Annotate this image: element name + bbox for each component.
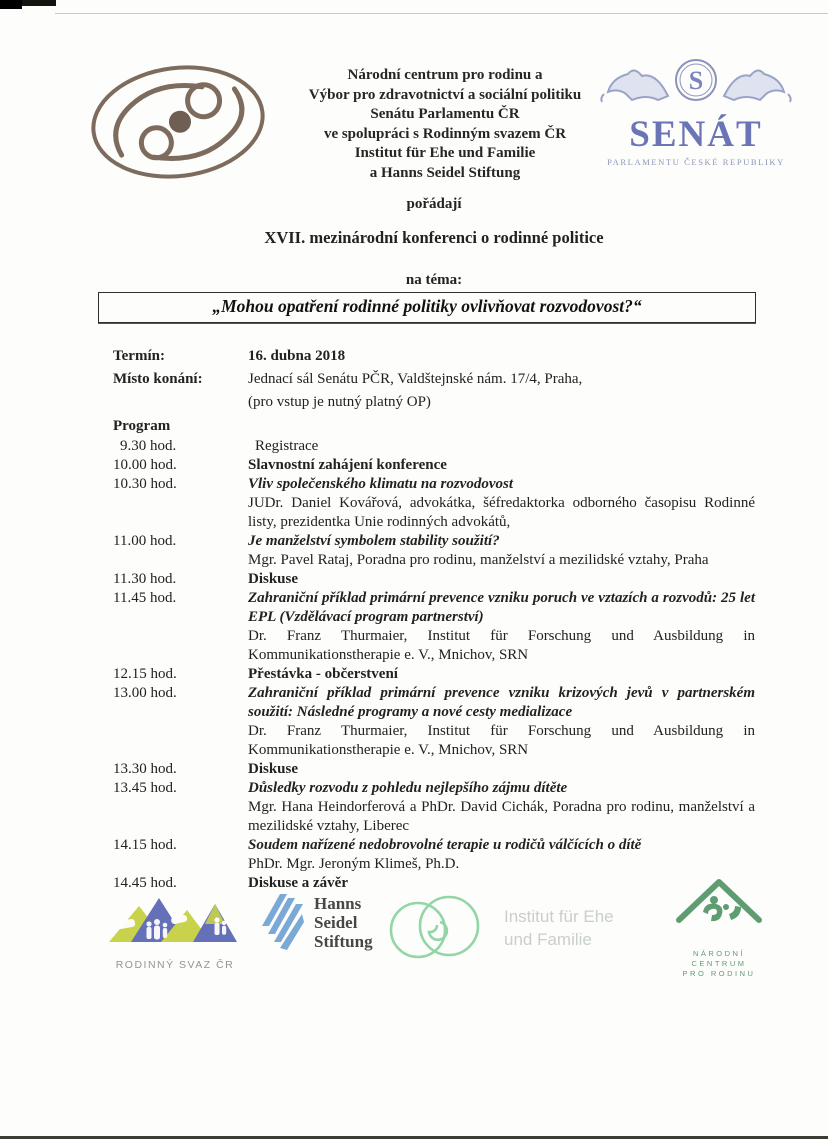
program-entry (248, 665, 755, 684)
program-speaker: PhDr. Mgr. Jeroným Klimeš, Ph.D. (248, 856, 460, 872)
institut-ehe-familie-logo (388, 880, 614, 976)
program-talk-title: Zahraniční příklad primární prevence vzniku krizových jevů v partnerském soužití: Následné programy a nové cesty medializace (248, 685, 755, 720)
organizer-line: Výbor pro zdravotnictví a sociální politiku (308, 86, 582, 103)
rodinny-svaz-label: RODINNÝ SVAZ ČR (115, 959, 235, 971)
ncpr-house-icon (667, 874, 771, 940)
program-time: 13.45 hod. (113, 780, 177, 796)
program-time: 11.45 hod. (113, 590, 177, 606)
misto-label: Místo konání: (113, 371, 203, 387)
misto-line: (pro vstup je nutný platný OP) (248, 394, 431, 410)
program-entry (255, 437, 755, 456)
program-time: 14.45 hod. (113, 875, 177, 891)
rodinny-svaz-mountains-icon (105, 894, 245, 952)
organizer-line: Senátu Parlamentu ČR (370, 106, 520, 122)
program-speaker: Mgr. Hana Heindorferová a PhDr. David Cichák, Poradna pro rodinu, manželství a mezilidské vztahy, Liberec (248, 799, 755, 834)
ehe-line: und Familie (504, 930, 592, 949)
program-time: 11.30 hod. (113, 571, 177, 587)
program-schedule (113, 437, 755, 893)
senat-lions-icon (598, 52, 794, 114)
program-row (113, 570, 755, 589)
program-entry (248, 760, 755, 779)
theme-label: na téma: (405, 272, 463, 288)
organizer-line: a Hanns Seidel Stiftung (369, 164, 521, 181)
program-entry (248, 475, 755, 532)
program-entry (248, 779, 755, 836)
misto-line: Jednací sál Senátu PČR, Valdštejnské nám. 17/4, Praha, (248, 371, 583, 387)
program-speaker: Dr. Franz Thurmaier, Institut für Forschung und Ausbildung in Kommunikationstherapie e. V., Mnichov, SRN (248, 628, 755, 663)
organizer-line: Institut für Ehe und Familie (354, 145, 536, 161)
hanns-line: Stiftung (314, 932, 373, 951)
organizer-line: Národní centrum pro rodinu a (347, 67, 543, 83)
rodinny-svaz-logo (101, 894, 249, 971)
program-entry (248, 532, 755, 570)
organizers-block (250, 66, 640, 183)
detail-row-misto (113, 368, 755, 414)
theme-title: „Mohou opatření rodinné politiky ovlivňovat rozvodovost?“ (212, 296, 642, 316)
program-talk-title: Soudem nařízené nedobrovolné terapie u rodičů válčících o dítě (248, 837, 642, 853)
family-centre-oval-logo-icon (88, 60, 268, 189)
program-talk-title: Důsledky rozvodu z pohledu nejlepšího zájmu dítěte (248, 780, 568, 796)
svg-text:S: S (688, 66, 704, 95)
program-speaker: JUDr. Daniel Kovářová, advokátka, šéfredaktorka odborného časopisu Rodinné listy, prezidentka Unie rodinných advokátů, (248, 495, 755, 530)
ehe-rings-icon (388, 880, 484, 976)
program-time: 10.30 hod. (113, 476, 177, 492)
program-time: 11.00 hod. (113, 533, 177, 549)
document-body (113, 196, 755, 893)
ncpr-line: CENTRUM (691, 959, 747, 968)
program-time: 14.15 hod. (113, 837, 177, 853)
program-row (113, 437, 755, 456)
hanns-seidel-logo (262, 892, 373, 960)
hanns-line: Seidel (314, 913, 358, 932)
program-row (113, 760, 755, 779)
program-row (113, 684, 755, 760)
narodni-centrum-logo (664, 874, 774, 979)
program-time: 13.30 hod. (113, 761, 177, 777)
program-row (113, 665, 755, 684)
program-entry (248, 684, 755, 760)
event-details (113, 345, 755, 438)
ncpr-line: NÁRODNÍ (692, 949, 746, 958)
program-entry-text: Registrace (255, 438, 319, 454)
program-row (113, 475, 755, 532)
conference-title: XVII. mezinárodní konferenci o rodinné politice (264, 228, 604, 247)
ncpr-label (664, 949, 774, 979)
program-speaker: Mgr. Pavel Rataj, Poradna pro rodinu, manželství a mezilidské vztahy, Praha (248, 552, 709, 568)
program-time: 9.30 hod. (120, 438, 177, 454)
program-entry-text: Přestávka - občerstvení (248, 666, 398, 682)
program-entry-text: Diskuse (248, 761, 299, 777)
program-entry (248, 836, 755, 874)
ncpr-line: PRO RODINU (682, 969, 756, 978)
program-talk-title: Vliv společenského klimatu na rozvodovost (248, 476, 514, 492)
organizer-line: ve spolupráci s Rodinným svazem ČR (323, 125, 567, 142)
program-row (113, 836, 755, 874)
hanns-seidel-label (314, 892, 373, 960)
theme-title-box (98, 292, 756, 323)
program-time: 13.00 hod. (113, 685, 177, 701)
program-speaker: Dr. Franz Thurmaier, Institut für Forschung und Ausbildung in Kommunikationstherapie e. V., Mnichov, SRN (248, 723, 755, 758)
organize-verb: pořádají (406, 196, 462, 212)
program-entry (248, 456, 755, 475)
program-talk-title: Zahraniční příklad primární prevence vzniku poruch ve vztazích a rozvodů: 25 let EPL (Vzdělávací program partnerství) (248, 590, 755, 625)
ehe-line: Institut für Ehe (504, 907, 614, 926)
ehe-familie-label (504, 905, 614, 951)
termin-label: Termín: (113, 348, 165, 364)
scan-artifact-line (55, 13, 828, 14)
footer-logos (0, 872, 828, 1002)
program-row (113, 456, 755, 475)
program-entry-text: Diskuse a závěr (248, 875, 348, 891)
program-talk-title: Je manželství symbolem stability soužití? (248, 533, 500, 549)
senat-logo (598, 52, 794, 167)
detail-row-termin (113, 345, 755, 368)
termin-value: 16. dubna 2018 (248, 348, 346, 364)
program-row (113, 532, 755, 570)
hanns-line: Hanns (314, 894, 362, 913)
program-heading: Program (113, 418, 171, 434)
program-row (113, 779, 755, 836)
program-time: 10.00 hod. (113, 457, 177, 473)
program-entry (248, 589, 755, 665)
senat-subtitle: PARLAMENTU ČESKÉ REPUBLIKY (607, 157, 785, 167)
program-time: 12.15 hod. (113, 666, 177, 682)
hanns-seidel-stripes-icon (262, 892, 304, 960)
program-entry-text: Diskuse (248, 571, 299, 587)
scan-artifact (0, 0, 22, 9)
senat-wordmark: SENÁT (629, 114, 763, 155)
misto-value (248, 368, 755, 414)
program-row (113, 589, 755, 665)
program-entry-text: Slavnostní zahájení konference (248, 457, 447, 473)
program-entry (248, 570, 755, 589)
